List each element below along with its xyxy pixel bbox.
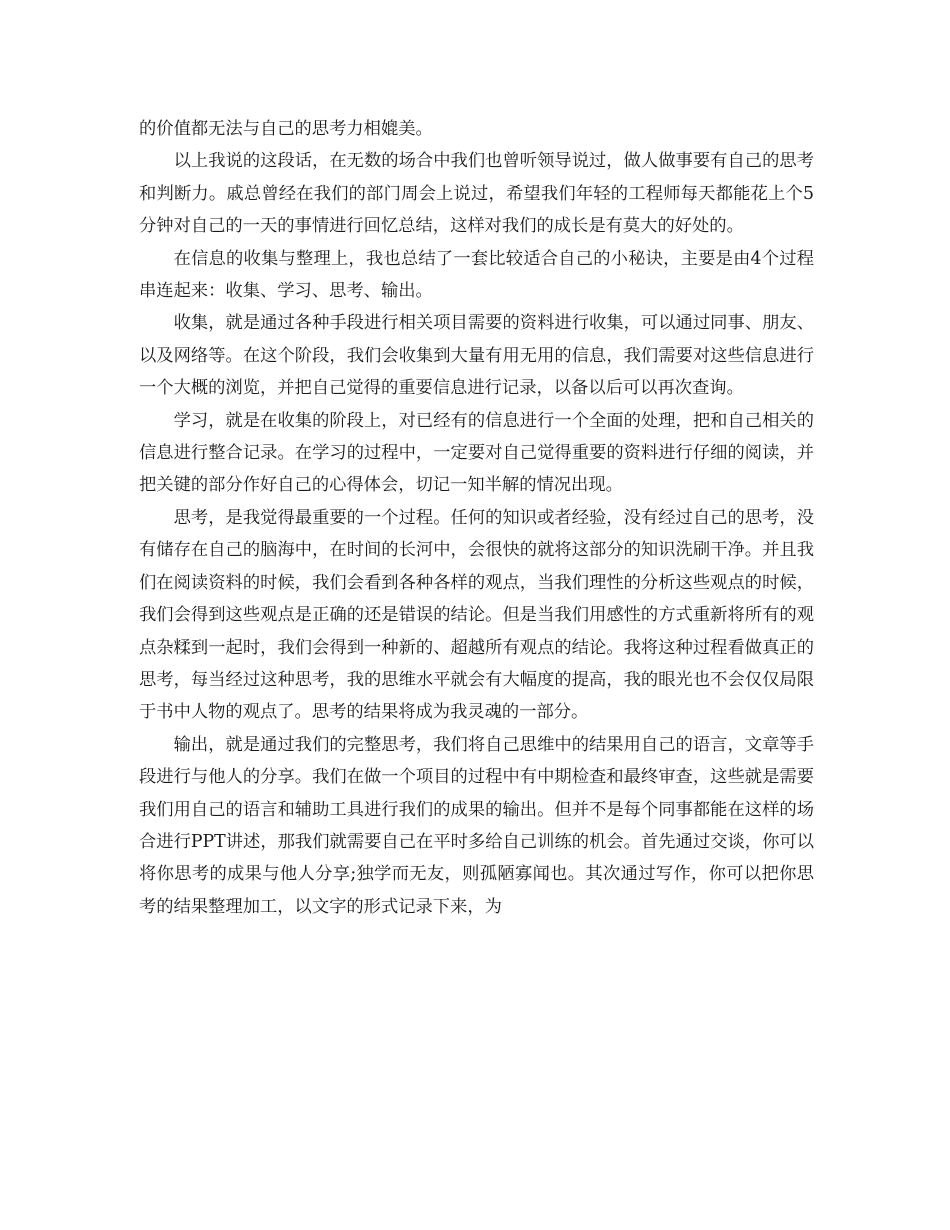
paragraph-output: 输出，就是通过我们的完整思考，我们将自己思维中的结果用自己的语言，文章等手段进行与他人的分享。我们在做一个项目的过程中有中期检查和最终审查，这些就是需要我们用自己的语言和辅助工具进行我们的成果的输出。但并不是每个同事都能在这样的场合进行PPT讲述，那我们就需要自己在平时多给自己训练的机会。首先通过交谈，你可以将你思考的成果与他人分享;独学而无友，则孤陋寡闻也。其次通过写作，你可以把你思考的结果整理加工，以文字的形式记录下来，为 [139, 734, 814, 917]
paragraph-learn: 学习，就是在收集的阶段上，对已经有的信息进行一个全面的处理，把和自己相关的信息进行整合记录。在学习的过程中，一定要对自己觉得重要的资料进行仔细的阅读，并把关键的部分作好自己的心得体会，切记一知半解的情况出现。 [139, 410, 814, 496]
paragraph-continued: 的价值都无法与自己的思考力相媲美。 [139, 119, 433, 139]
paragraph-leadership-advice: 以上我说的这段话，在无数的场合中我们也曾听领导说过，做人做事要有自己的思考和判断力。戚总曾经在我们的部门周会上说过，希望我们年轻的工程师每天都能花上个5分钟对自己的一天的事情进行回忆总结，这样对我们的成长是有莫大的好处的。 [139, 151, 814, 237]
paragraph-collect: 收集，就是通过各种手段进行相关项目需要的资料进行收集，可以通过同事、朋友、以及网络等。在这个阶段，我们会收集到大量有用无用的信息，我们需要对这些信息进行一个大概的浏览，并把自己觉得的重要信息进行记录，以备以后可以再次查询。 [139, 313, 814, 399]
paragraph-four-steps-intro: 在信息的收集与整理上，我也总结了一套比较适合自己的小秘诀，主要是由4个过程串连起来：收集、学习、思考、输出。 [139, 248, 814, 302]
document-page [139, 113, 814, 923]
paragraph-think: 思考，是我觉得最重要的一个过程。任何的知识或者经验，没有经过自己的思考，没有储存在自己的脑海中，在时间的长河中，会很快的就将这部分的知识洗刷干净。并且我们在阅读资料的时候，我们会看到各种各样的观点，当我们理性的分析这些观点的时候，我们会得到这些观点是正确的还是错误的结论。但是当我们用感性的方式重新将所有的观点杂糅到一起时，我们会得到一种新的、超越所有观点的结论。我将这种过程看做真正的思考，每当经过这种思考，我的思维水平就会有大幅度的提高，我的眼光也不会仅仅局限于书中人物的观点了。思考的结果将成为我灵魂的一部分。 [139, 507, 814, 723]
